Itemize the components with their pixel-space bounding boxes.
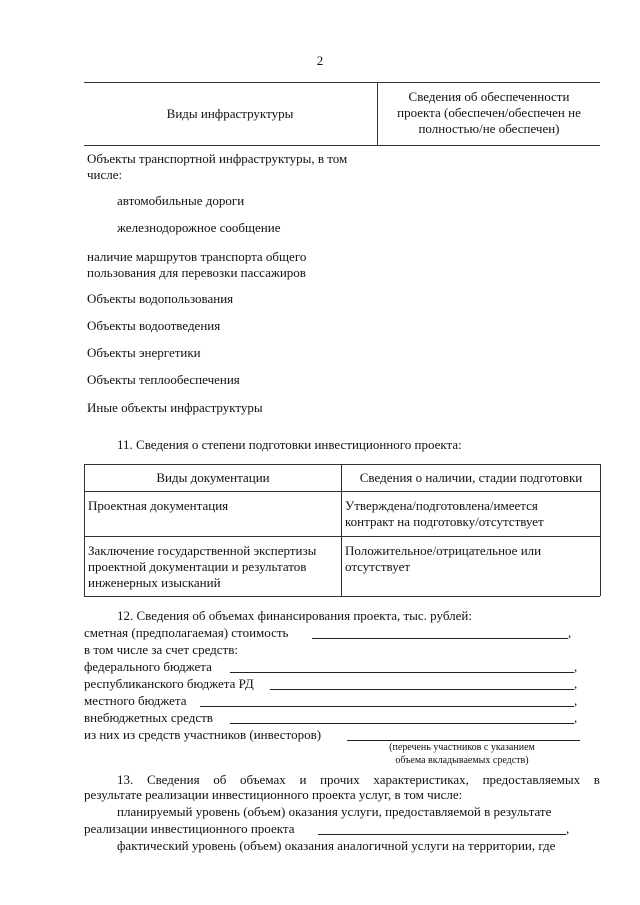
doc-row-expertise-status: Положительное/отрицательное или отсутствует	[345, 543, 542, 574]
including-label: в том числе за счет средств:	[84, 642, 238, 657]
project-implementation-label: реализации инвестиционного проекта	[84, 821, 295, 836]
extrabudget-comma: ,	[574, 710, 578, 725]
infra-row-energy: Объекты энергетики	[87, 345, 201, 360]
investors-note: (перечень участников с указанием объема вкладываемых средств)	[389, 742, 535, 766]
doc-row-project-name: Проектная документация	[88, 498, 229, 513]
federal-budget-field[interactable]	[230, 672, 574, 673]
section-11-heading: 11. Сведения о степени подготовки инвестиционного проекта:	[117, 437, 462, 452]
doc-header-status: Сведения о наличии, стадии подготовки	[359, 470, 583, 485]
extrabudget-field[interactable]	[230, 723, 574, 724]
table-header-border	[84, 145, 600, 146]
local-budget-label: местного бюджета	[84, 693, 187, 708]
estimated-cost-field[interactable]	[312, 638, 568, 639]
doc-table-right	[600, 464, 601, 596]
local-budget-comma: ,	[574, 693, 578, 708]
infra-row-roads: автомобильные дороги	[117, 193, 245, 208]
republic-budget-comma: ,	[574, 676, 578, 691]
page-number: 2	[316, 53, 324, 68]
section-13-heading-line2: результате реализации инвестиционного проекта услуг, в том числе:	[84, 787, 463, 802]
infra-header-type: Виды инфраструктуры	[166, 106, 294, 121]
republic-budget-field[interactable]	[270, 689, 574, 690]
federal-budget-comma: ,	[574, 659, 578, 674]
planned-level-field[interactable]	[318, 834, 566, 835]
doc-table-bottom	[84, 596, 600, 597]
actual-level-text: фактический уровень (объем) оказания аналогичной услуги на территории, где	[117, 838, 556, 853]
estimated-cost-comma: ,	[568, 625, 572, 640]
planned-level-text: планируемый уровень (объем) оказания услуги, предоставляемой в результате	[117, 804, 552, 819]
infra-row-heat: Объекты теплообеспечения	[87, 372, 240, 387]
infra-row-transport: Объекты транспортной инфраструктуры, в том числе:	[87, 151, 348, 182]
planned-level-comma: ,	[566, 821, 570, 836]
table-top-border	[84, 82, 600, 83]
infra-row-other: Иные объекты инфраструктуры	[87, 400, 263, 415]
doc-table-header-bottom	[84, 491, 600, 492]
infra-row-water-use: Объекты водопользования	[87, 291, 234, 306]
section-13-heading-line1: 13. Сведения об объемах и прочих характеристиках, предоставляемых в	[117, 772, 600, 787]
doc-row-expertise-name: Заключение государственной экспертизы проектной документации и результатов инженерных изысканий	[88, 543, 317, 590]
infra-row-railway: железнодорожное сообщение	[117, 220, 281, 235]
republic-budget-label: республиканского бюджета РД	[84, 676, 254, 691]
investors-label: из них из средств участников (инвесторов)	[84, 727, 322, 742]
doc-table-top	[84, 464, 600, 465]
infra-row-public-transport: наличие маршрутов транспорта общего пользования для перевозки пассажиров	[87, 249, 307, 280]
local-budget-field[interactable]	[200, 706, 574, 707]
doc-row-project-status: Утверждена/подготовлена/имеется контракт на подготовку/отсутствует	[345, 498, 544, 529]
federal-budget-label: федерального бюджета	[84, 659, 212, 674]
estimated-cost-label: сметная (предполагаемая) стоимость	[84, 625, 289, 640]
extrabudget-label: внебюджетных средств	[84, 710, 213, 725]
doc-table-row-divider	[84, 536, 600, 537]
doc-header-type: Виды документации	[156, 470, 270, 485]
infra-row-water-disposal: Объекты водоотведения	[87, 318, 221, 333]
section-12-heading: 12. Сведения об объемах финансирования проекта, тыс. рублей:	[117, 608, 472, 623]
infra-header-status: Сведения об обеспеченности проекта (обеспечен/обеспечен не полностью/не обеспечен)	[397, 89, 581, 136]
